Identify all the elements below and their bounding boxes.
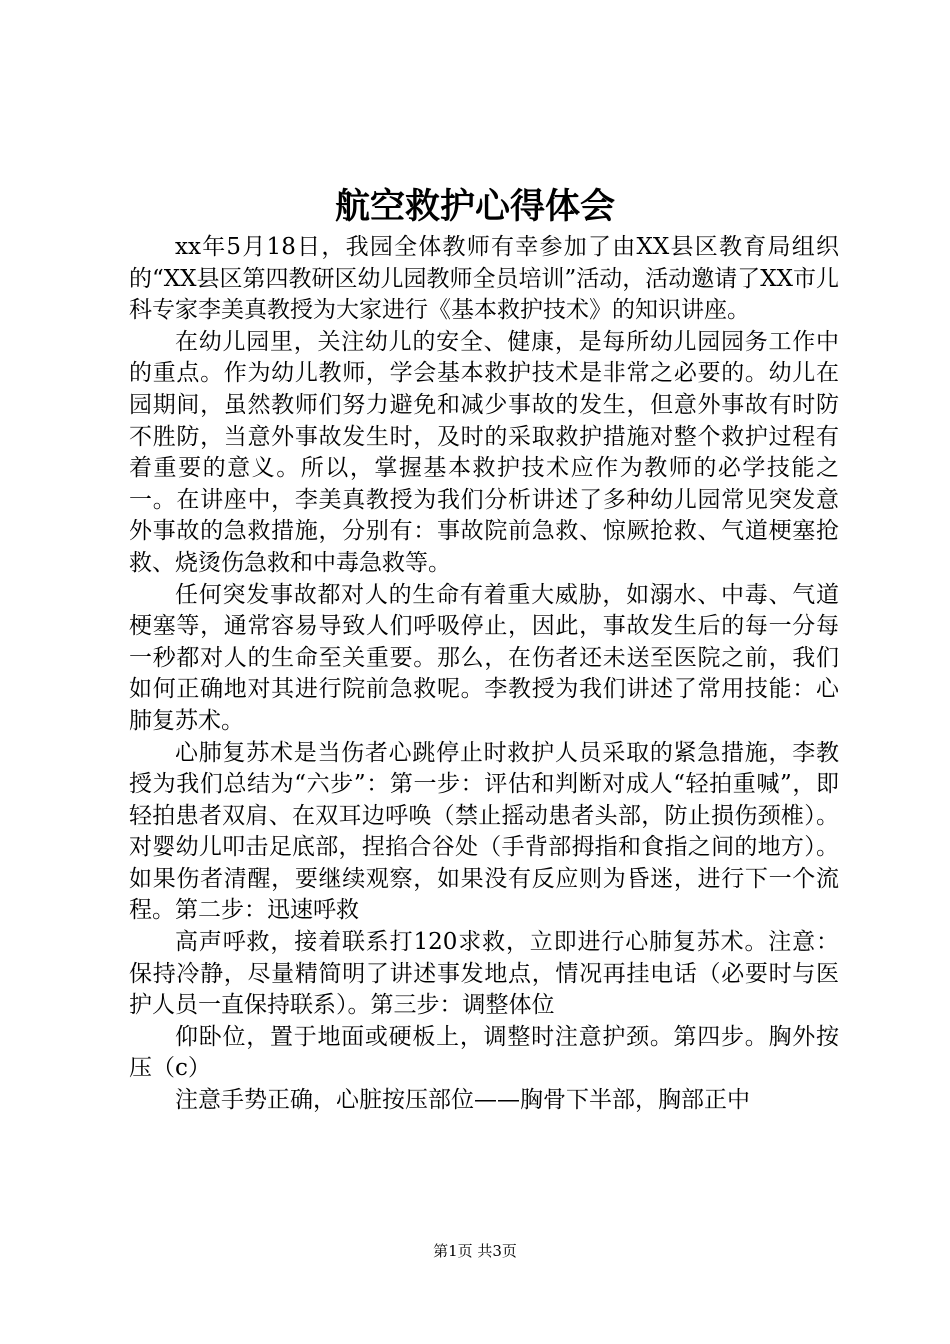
paragraph-2: 在幼儿园里，关注幼儿的安全、健康，是每所幼儿园园务工作中的重点。作为幼儿教师，学会基本救护技术是非常之必要的。幼儿在园期间，虽然教师们努力避免和减少事故的发生，但意外事故有时防不胜防，当意外事故发生时，及时的采取救护措施对整个救护过程有着重要的意义。所以，掌握基本救护技术应作为教师的必学技能之一。在讲座中，李美真教授为我们分析讲述了多种幼儿园常见突发意外事故的急救措施，分别有：事故院前急救、惊厥抢救、气道梗塞抢救、烧烫伤急救和中毒急救等。 [129, 328, 839, 576]
paragraph-5: 高声呼救，接着联系打120求救，立即进行心肺复苏术。注意：保持冷静，尽量精简明了讲述事发地点，情况再挂电话（必要时与医护人员一直保持联系）。第三步：调整体位 [129, 929, 839, 1019]
document-body [129, 232, 839, 1117]
page-number-footer: 第1页 共3页 [433, 1242, 517, 1260]
paragraph-1: xx年5月18日，我园全体教师有幸参加了由XX县区教育局组织的“XX县区第四教研区幼儿园教师全员培训”活动，活动邀请了XX市儿科专家李美真教授为大家进行《基本救护技术》的知识讲座。 [129, 234, 840, 324]
paragraph-3: 任何突发事故都对人的生命有着重大威胁，如溺水、中毒、气道梗塞等，通常容易导致人们呼吸停止，因此，事故发生后的每一分每一秒都对人的生命至关重要。那么，在伤者还未送至医院之前，我们如何正确地对其进行院前急救呢。李教授为我们讲述了常用技能：心肺复苏术。 [129, 581, 839, 734]
paragraph-4: 心肺复苏术是当伤者心跳停止时救护人员采取的紧急措施，李教授为我们总结为“六步”：第一步：评估和判断对成人“轻拍重喊”，即轻拍患者双肩、在双耳边呼唤（禁止摇动患者头部，防止损伤颈椎）。对婴幼儿叩击足底部，捏掐合谷处（手背部拇指和食指之间的地方）。如果伤者清醒，要继续观察，如果没有反应则为昏迷，进行下一个流程。第二步：迅速呼救 [129, 739, 839, 924]
paragraph-6: 仰卧位，置于地面或硬板上，调整时注意护颈。第四步。胸外按压（c） [129, 1023, 839, 1082]
paragraph-7: 注意手势正确，心脏按压部位——胸骨下半部，胸部正中 [175, 1087, 750, 1114]
document-title: 航空救护心得体会 [334, 186, 615, 227]
